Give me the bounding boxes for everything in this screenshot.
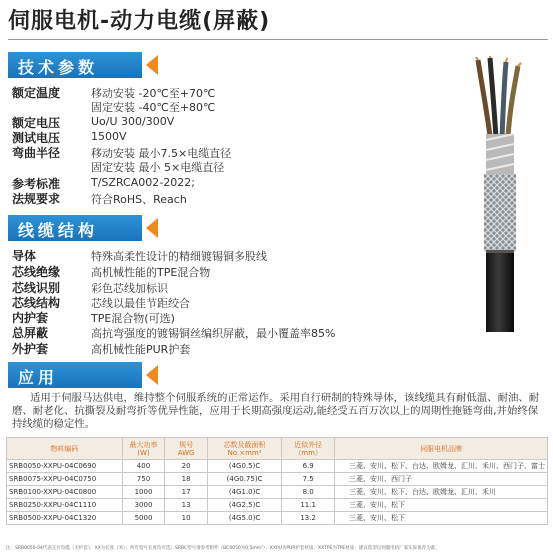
section-title-tech: 技术参数 <box>18 58 99 77</box>
table-cell: 13.2 <box>282 512 335 525</box>
spec-value: 固定安装 最小 5×电缆直径 <box>91 161 225 174</box>
section-arrow-icon <box>146 218 158 238</box>
spec-table <box>6 437 548 525</box>
table-cell: 18 <box>165 473 207 486</box>
structure-label-inner-sheath: 内护套 <box>12 311 49 325</box>
table-cell: 17 <box>165 486 207 499</box>
section-header-application <box>8 362 162 388</box>
table-cell: (4G2.5)C <box>207 499 281 512</box>
column-header: 近似外径 （mm） <box>282 438 335 460</box>
structure-label-identification: 芯线识别 <box>12 281 61 295</box>
column-header: 最大功率 (W) <box>122 438 165 460</box>
table-cell: 三菱、安川、松下、台达、欧姆龙、汇川、禾川 <box>335 486 548 499</box>
table-cell: 400 <box>122 460 165 473</box>
table-cell: (4G0.75)C <box>207 473 281 486</box>
title-divider <box>8 39 548 40</box>
table-cell: SRB0250-XXPU-04C1110 <box>7 499 123 512</box>
section-arrow-icon <box>146 55 158 75</box>
table-cell: SRB0500-XXPU-04C1320 <box>7 512 123 525</box>
column-header: 物料编码 <box>7 438 123 460</box>
structure-value: 特殊高柔性设计的精细镀锡铜多股线 <box>91 250 267 263</box>
spec-label-regulation: 法规要求 <box>12 192 61 206</box>
table-cell: 20 <box>165 460 207 473</box>
table-cell: 5000 <box>122 512 165 525</box>
table-cell: 7.5 <box>282 473 335 486</box>
spec-label-rated-temp: 额定温度 <box>12 86 61 100</box>
spec-label-standard: 参考标准 <box>12 177 61 191</box>
structure-label-shield: 总屏蔽 <box>12 326 49 340</box>
table-cell: (4G0.5)C <box>207 460 281 473</box>
table-row <box>7 460 548 473</box>
table-cell: 8.0 <box>282 486 335 499</box>
spec-label-bend-radius: 弯曲半径 <box>12 146 61 160</box>
structure-value: 高机械性能PUR护套 <box>91 343 191 356</box>
column-header: 规号 AWG <box>165 438 207 460</box>
spec-value: Uo/U 300/300V <box>91 115 175 128</box>
table-header-row <box>7 438 548 460</box>
table-cell: 6.9 <box>282 460 335 473</box>
section-arrow-icon <box>146 365 158 385</box>
table-cell: 三菱、安川、松下 <box>335 512 548 525</box>
structure-label-core-structure: 芯线结构 <box>12 296 61 310</box>
table-cell: 1000 <box>122 486 165 499</box>
table-cell: (4G5.0)C <box>207 512 281 525</box>
spec-value: 符合RoHS、Reach <box>91 193 187 206</box>
table-cell: SRB0050-XXPU-04C0690 <box>7 460 123 473</box>
structure-label-conductor: 导体 <box>12 249 37 263</box>
cable-image <box>470 56 540 332</box>
structure-value: 高抗弯强度的镀锡铜丝编织屏蔽，最小覆盖率85% <box>91 327 336 340</box>
application-paragraph: 适用于伺服马达供电，维持整个伺服系统的正常运作。采用自行研制的特殊导体，该线缆具有耐低温、耐油、耐磨、耐老化、抗撕裂及耐弯折等优异性能，应用于长期高强度运动,能经受五百万次以上的周期性拖链弯曲,并始终保持线缆的稳定性。 <box>12 392 540 430</box>
table-row <box>7 499 548 512</box>
structure-value: 芯线以最佳节距绞合 <box>91 297 190 310</box>
table-cell: 3000 <box>122 499 165 512</box>
section-header-tech <box>8 52 162 78</box>
structure-value: 高机械性能的TPE混合物 <box>91 266 211 279</box>
table-cell: SRB0100-XXPU-04C0800 <box>7 486 123 499</box>
table-cell: (4G1.0)C <box>207 486 281 499</box>
page-title: 伺服电机-动力电缆(屏蔽) <box>8 9 271 34</box>
table-cell: 13 <box>165 499 207 512</box>
table-cell: 10 <box>165 512 207 525</box>
structure-label-outer-sheath: 外护套 <box>12 342 49 356</box>
section-header-structure <box>8 215 162 241</box>
table-footnote: 注：SRB0050-04代表定位电缆（无护套），XX为长度（米）；所有型号长度均可选；SRBC型号请参考附件（BC0050为0.5mm²）；XXPU为PUR护套材质；XXTPE为TPE材质；建议选型以伺服电机厂家实际推荐为准。 <box>6 546 440 551</box>
section-title-structure: 线缆结构 <box>18 221 99 240</box>
structure-value: 彩色芯线加标识 <box>91 282 168 295</box>
spec-value: 固定安装 -40℃至+80℃ <box>91 101 216 114</box>
structure-value: TPE混合物(可选) <box>91 312 175 325</box>
table-cell: 750 <box>122 473 165 486</box>
table-cell: SRB0075-XXPU-04C0750 <box>7 473 123 486</box>
table-cell: 三菱、安川、松下、台达、欧姆龙、汇川、禾川、西门子、富士 <box>335 460 548 473</box>
spec-label-test-voltage: 测试电压 <box>12 131 61 145</box>
spec-value: 1500V <box>91 130 127 143</box>
column-header: 伺服电机品牌 <box>335 438 548 460</box>
table-cell: 11.1 <box>282 499 335 512</box>
table-row <box>7 486 548 499</box>
table-cell: 三菱、安川、西门子 <box>335 473 548 486</box>
structure-label-insulation: 芯线绝缘 <box>12 265 61 279</box>
spec-value: T/SZRCA002-2022; <box>91 176 195 189</box>
table-cell: 三菱、安川、松下 <box>335 499 548 512</box>
spec-value: 移动安装 最小7.5×电缆直径 <box>91 147 232 160</box>
table-row <box>7 512 548 525</box>
spec-label-rated-voltage: 额定电压 <box>12 116 61 130</box>
column-header: 芯数及截面积 No.×mm² <box>207 438 281 460</box>
spec-value: 移动安装 -20℃至+70℃ <box>91 87 216 100</box>
section-title-application: 应用 <box>18 368 59 387</box>
table-row <box>7 473 548 486</box>
